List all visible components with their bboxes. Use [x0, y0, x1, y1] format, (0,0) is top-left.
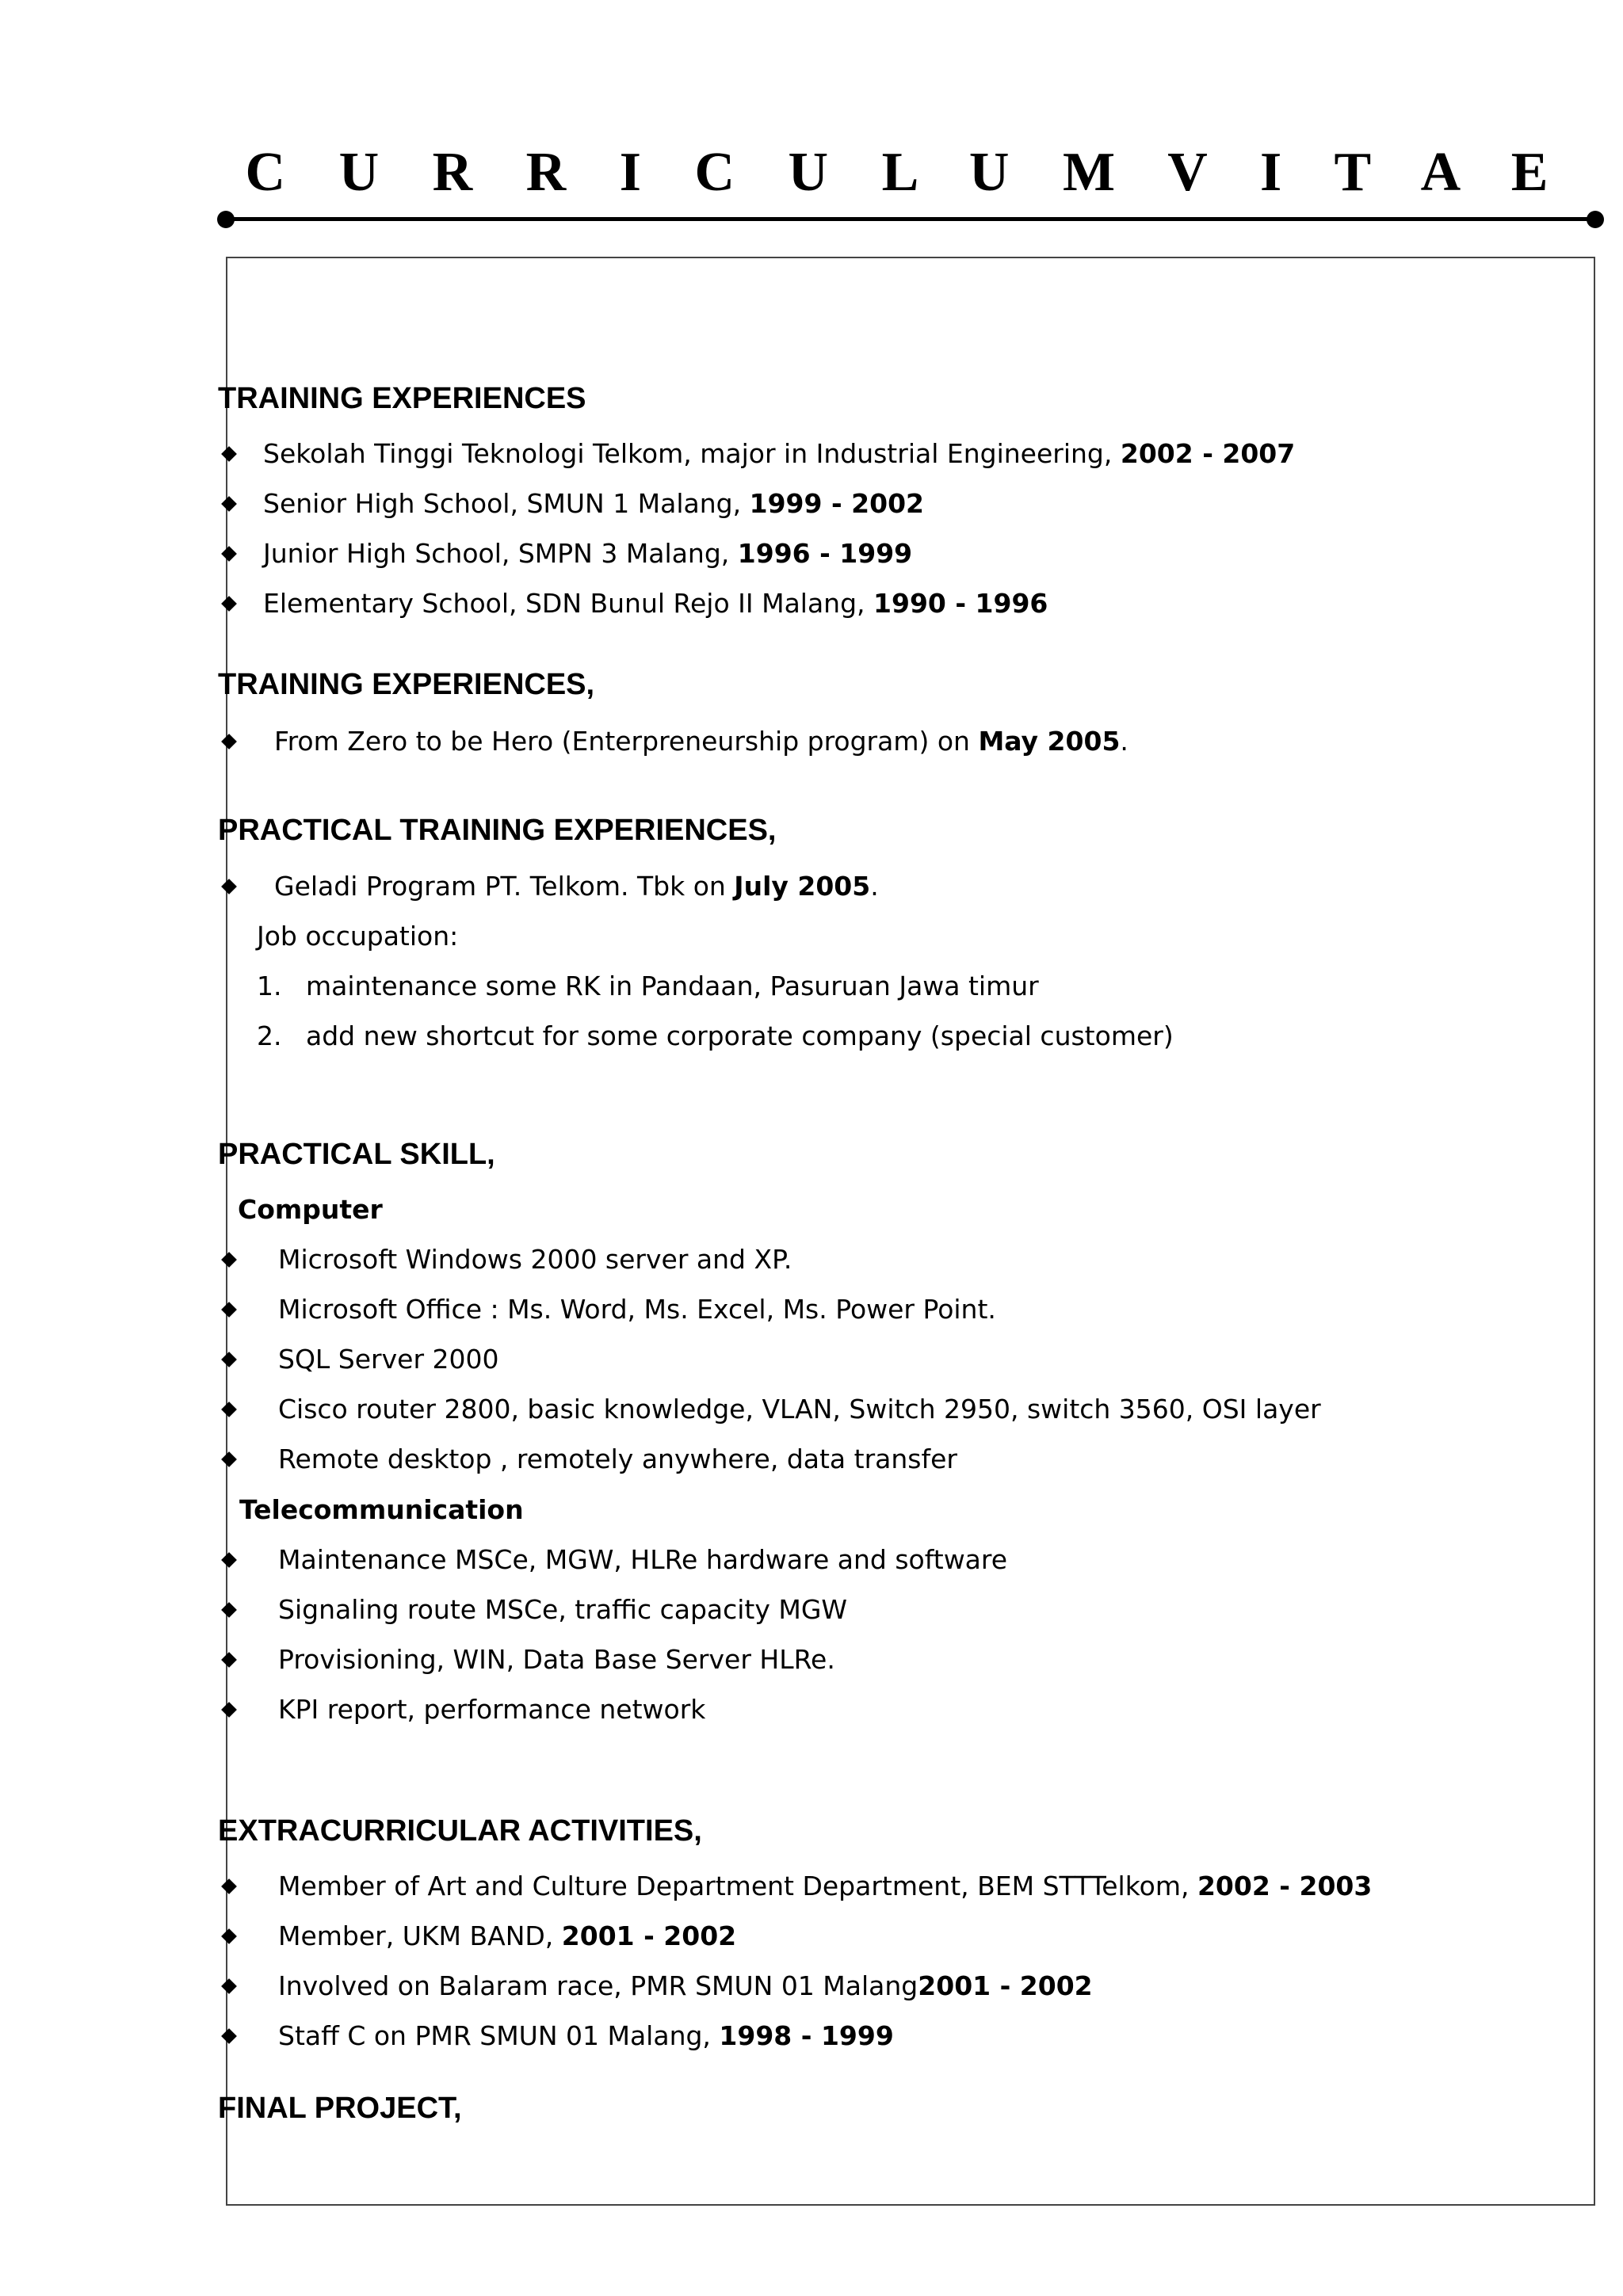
diamond-bullet-icon [221, 2028, 237, 2044]
list-item: Microsoft Windows 2000 server and XP. [218, 1244, 792, 1275]
diamond-bullet-icon [221, 596, 237, 612]
list-item: Sekolah Tinggi Teknologi Telkom, major in Industrial Engineering, 2002 - 2007 [218, 438, 1295, 469]
list-item: Involved on Balaram race, PMR SMUN 01 Malang2001 - 2002 [218, 1970, 1093, 2001]
diamond-bullet-icon [221, 1352, 237, 1367]
subheading-telecommunication: Telecommunication [239, 1494, 524, 1525]
list-item: Microsoft Office : Ms. Word, Ms. Excel, Ms. Power Point. [218, 1294, 996, 1325]
section-heading-final-project: FINAL PROJECT, [218, 2092, 462, 2125]
rule-right-dot [1587, 211, 1604, 228]
diamond-bullet-icon [221, 1302, 237, 1318]
list-item: Member, UKM BAND, 2001 - 2002 [218, 1920, 736, 1951]
list-item: Junior High School, SMPN 3 Malang, 1996 - 1999 [218, 538, 912, 569]
diamond-bullet-icon [221, 1602, 237, 1618]
list-item: Member of Art and Culture Department Department, BEM STTTelkom, 2002 - 2003 [218, 1871, 1372, 1901]
diamond-bullet-icon [221, 734, 237, 749]
list-item: Geladi Program PT. Telkom. Tbk on July 2005. [218, 871, 879, 902]
section-heading-extracurricular: EXTRACURRICULAR ACTIVITIES, [218, 1814, 702, 1848]
diamond-bullet-icon [221, 1928, 237, 1944]
job-occupation-label: Job occupation: [257, 921, 459, 952]
list-item: Provisioning, WIN, Data Base Server HLRe. [218, 1644, 835, 1675]
list-item: Elementary School, SDN Bunul Rejo II Malang, 1990 - 1996 [218, 588, 1048, 619]
diamond-bullet-icon [221, 1978, 237, 1994]
diamond-bullet-icon [221, 1402, 237, 1417]
diamond-bullet-icon [221, 1451, 237, 1467]
list-item: Cisco router 2800, basic knowledge, VLAN, Switch 2950, switch 3560, OSI layer [218, 1394, 1321, 1425]
list-item: Senior High School, SMUN 1 Malang, 1999 - 2002 [218, 488, 924, 519]
list-item: Signaling route MSCe, traffic capacity MGW [218, 1594, 847, 1625]
list-item: From Zero to be Hero (Enterpreneurship program) on May 2005. [218, 726, 1128, 757]
diamond-bullet-icon [221, 546, 237, 562]
diamond-bullet-icon [221, 1552, 237, 1568]
diamond-bullet-icon [221, 1878, 237, 1894]
list-item: KPI report, performance network [218, 1694, 705, 1725]
section-heading-education: TRAINING EXPERIENCES [218, 382, 586, 415]
diamond-bullet-icon [221, 1652, 237, 1668]
list-item: Remote desktop , remotely anywhere, data transfer [218, 1444, 957, 1474]
diamond-bullet-icon [221, 879, 237, 894]
job-item: add new shortcut for some corporate company (special customer) [306, 1020, 1174, 1051]
section-heading-practical-skill: PRACTICAL SKILL, [218, 1138, 495, 1171]
diamond-bullet-icon [221, 496, 237, 512]
diamond-bullet-icon [221, 1702, 237, 1718]
subheading-computer: Computer [238, 1194, 383, 1225]
diamond-bullet-icon [221, 446, 237, 462]
job-number: 2. [257, 1020, 282, 1051]
section-heading-practical-training: PRACTICAL TRAINING EXPERIENCES, [218, 814, 777, 847]
list-item: Staff C on PMR SMUN 01 Malang, 1998 - 1999 [218, 2020, 894, 2051]
diamond-bullet-icon [221, 1252, 237, 1268]
job-item: maintenance some RK in Pandaan, Pasuruan Jawa timur [306, 971, 1039, 1001]
section-heading-training: TRAINING EXPERIENCES, [218, 668, 595, 701]
list-item: Maintenance MSCe, MGW, HLRe hardware and software [218, 1544, 1007, 1575]
cv-title: C U R R I C U L U M V I T A E [245, 142, 1568, 203]
job-number: 1. [257, 971, 282, 1001]
title-rule [226, 217, 1595, 221]
list-item: SQL Server 2000 [218, 1344, 499, 1375]
